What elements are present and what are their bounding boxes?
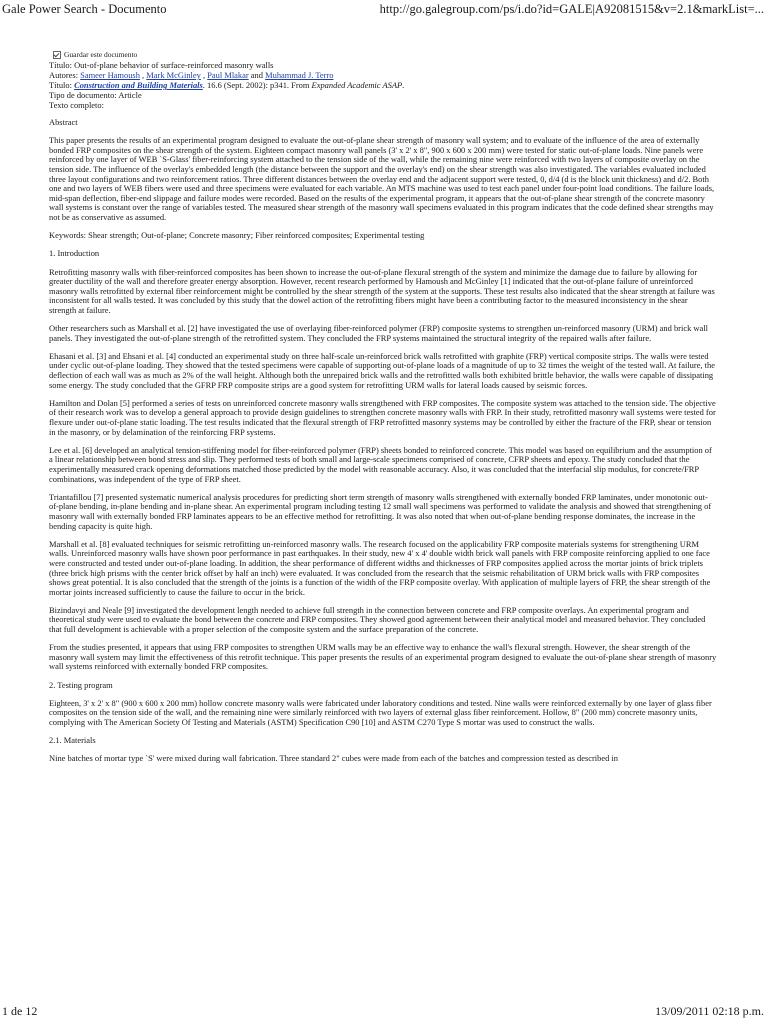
doctype-row: Tipo de documento: Article: [49, 90, 142, 100]
author-link[interactable]: Paul Mlakar: [207, 70, 249, 80]
abstract-heading: Abstract: [49, 117, 78, 127]
article-title: Out-of-plane behavior of surface-reinforced masonry walls: [74, 60, 274, 70]
save-document-control[interactable]: [53, 50, 717, 60]
abstract-text: This paper presents the results of an experimental program designed to evaluate the out-of-plane shear strength of masonry wall system; and to evaluate of the influence of the area of externally bonded FRP composites on the shear strength of the system. Eighteen compact masonry wall panels (3' x 2' x 8", 900 x 600 x 200 mm) were tested for static out-of-plane loads. Nine panels were reinforced by one layer of WEB `S-Glass' fiber-reinforcing system attached to the tension side of the wall, while the remaining nine were reinforced with two layers of composite overlay on the tension side. The influence of the overlay's embedded length (the distance between the support and the overlay's end) on the shear strength was also investigated. The variables evaluated included three layout configurations and two reinforcement ratios. Three different distances between the overlay end and the adjacent support were tested, 0, d/4 (d is the block unit thickness) and d/2. Both one and two layers of WEB fibers were used and three specimens were evaluated for each variable. An MTS machine was used to test each panel under four-point load conditions. The failure loads, mid-span deflection, fiber-end slippage and failure modes were recorded. Based on the results of the experimental program, it appears that the out-of-plane shear strength of the concrete masonry wall systems is constant over the range of variables tested. The measured shear strength of the masonry wall specimens evaluated in this program indicates that the code defined shear strengths may not be as conservative as assumed.: [49, 135, 715, 222]
author-link[interactable]: Muhammad J. Terro: [265, 70, 334, 80]
keywords: Keywords: Shear strength; Out-of-plane; Concrete masonry; Fiber reinforced composites; Experimental testing: [49, 230, 425, 241]
document-body: [49, 50, 717, 773]
paragraph: Marshall et al. [8] evaluated techniques for seismic retrofitting un-reinforced masonry walls. The research focused on the applicability FRP composite materials systems for strengthening URM walls. Unreinforced masonry walls have shown poor performance in past earthquakes. In their study, new 4' x 4' double width brick wall panels with FRP composite reinforcing applied to one face were constructed and tested under out-of-plane loading. In addition, the shear performance of different widths and thicknesses of FRP composites applied across the mortar joints of brick triplets (three brick high prisms with the center brick offset by half an inch) were evaluated. It was concluded from the research that the seismic rehabilitation of URM brick walls with FRP composites shows great potential. It is also concluded that the strength of the joints is a function of the width of the FRP composite overlay. With application of multiple layers of FRP, the shear strength of the mortar joints increased sufficiently to cause the failure to occur in the brick.: [49, 538, 711, 597]
database-name: Expanded Academic ASAP: [311, 80, 403, 90]
section-heading: 2.1. Materials: [49, 735, 96, 746]
paragraph: Other researchers such as Marshall et al. [2] have investigated the use of overlaying fiber-reinforced polymer (FRP) composite systems to strengthen un-reinforced masonry (URM) and brick wall panels. They investigated the out-of-plane strength of the retrofitted system. They concluded the FRP systems maintained the structural integrity of the repaired walls after failure.: [49, 323, 708, 343]
print-header: [0, 0, 768, 22]
page-number: 1 de 12: [2, 1004, 38, 1018]
page-url: http://go.galegroup.com/ps/i.do?id=GALE|A92081515&v=2.1&markList=...: [379, 2, 764, 16]
paragraph: Lee et al. [6] developed an analytical tension-stiffening model for fiber-reinforced polymer (FRP) sheets bonded to reinforced concrete. This model was based on equilibrium and the assumption of a linear relationship between bond stress and slip. They performed tests of both small and large-scale specimens comprised of concrete, CFRP sheets and epoxy. The study concluded that the experimentally measured crack opening deformations matched those predicted by the model with reasonable accuracy. Also, it was concluded that the interfacial slip modulus, for concrete/FRP combinations, was independent of the type of FRP sheet.: [49, 444, 712, 484]
author-link[interactable]: Sameer Hamoush: [80, 70, 140, 80]
save-document-label: Guardar este documento: [64, 50, 138, 59]
print-datetime: 13/09/2011 02:18 p.m.: [655, 1004, 764, 1018]
paragraph: Eighteen, 3' x 2' x 8" (900 x 600 x 200 mm) hollow concrete masonry walls were fabricated under laboratory conditions and tested. Nine walls were reinforced externally by one layer of glass fiber composites on the tension side of the wall, and the remaining nine were similarly reinforced with two layers of external glass fiber reinforcement. Hollow, 8" (200 mm) concrete masonry units, complying with The American Society Of Testing and Materials (ASTM) Specification C90 [10] and ASTM C270 Type S mortar was used to construct the walls.: [49, 697, 712, 727]
journal-link[interactable]: Construction and Building Materials: [74, 80, 203, 90]
document-metadata: [49, 50, 717, 110]
paragraph: Nine batches of mortar type `S' were mixed during wall fabrication. Three standard 2" cubes were made from each of the batches and compression tested as described in: [49, 753, 618, 764]
doctype-value: Article: [118, 90, 142, 100]
paragraph: Bizindavyi and Neale [9] investigated the development length needed to achieve full strength in the connection between concrete and FRP composite overlays. An experimental program and theoretical study were used to evaluate the bond between the concrete and FRP composites. They showed good agreement between their analytical model and measured behavior. They concluded that full development is achievable with a proper selection of the composite system and the surface preparation of the concrete.: [49, 604, 706, 635]
section-heading: 1. Introduction: [49, 248, 100, 259]
paragraph: Ehasani et al. [3] and Ehsani et al. [4] conducted an experimental study on three half-scale un-reinforced brick walls retrofitted with graphite (FRP) vertical composite strips. The walls were tested under cyclic out-of-plane loading. They showed that the tested specimens were capable of supporting out-of-plane loads of a magnitude of up to 32 times the weight of the tested wall. At failure, the deflection of each wall was as much as 2% of the wall height. Although both the unrepaired brick walls and the retrofitted walls both exhibited brittle behavior, the walls were capable of dissipating some energy. The study concluded that the GFRP FRP composite strips are a good system for retrofitting URM walls for lateral loads caused by seismic forces.: [49, 350, 715, 390]
fulltext-label: Texto completo:: [49, 100, 104, 110]
title-row: Título: Out-of-plane behavior of surface-reinforced masonry walls: [49, 60, 274, 70]
paragraph: Hamilton and Dolan [5] performed a series of tests on unreinforced concrete masonry walls strengthened with FRP composites. The composite system was attached to the tension side. The objective of their research work was to develop a general approach to provide design guidelines to strengthen concrete masonry walls with FRP. In their study, retrofitted masonry wall systems were tested for flexure under out-of-plane static loading. The test results indicated that the flexural strength of FRP retrofitted masonry systems may be controlled by either the fracture of the FRP, shear or tension in the masonry, or by delamination of the reinforcing FRP systems.: [49, 397, 716, 437]
print-footer: [0, 1002, 768, 1022]
section-heading: 2. Testing program: [49, 679, 113, 690]
page-title: Gale Power Search - Documento: [2, 2, 167, 16]
paragraph: Retrofitting masonry walls with fiber-reinforced composites has been shown to increase the out-of-plane flexural strength of the system and minimize the damage due to failure by allowing for greater ductility of the wall and therefore greater energy absorption. However, recent research performed by Hamoush and McGinley [1] indicated that the out-of-plane failure of unreinforced masonry walls retrofitted by external fiber reinforcement might be controlled by the shear strength of the system at the supports. These test results also indicated that the shear strength at failure was inconsistent for all walls tested. It was concluded by this study that the dowel action of the retrofitting fibers might have been a contributing factor to the measured inconsistency in the shear strength at failure.: [49, 266, 715, 315]
source-row: Título: Construction and Building Materials. 16.6 (Sept. 2002): p341. From Expanded Academic ASAP.: [49, 80, 405, 90]
authors-row: Autores: Sameer Hamoush , Mark McGinley , Paul Mlakar and Muhammad J. Terro: [49, 70, 334, 80]
checkbox-icon[interactable]: [53, 51, 61, 59]
author-link[interactable]: Mark McGinley: [146, 70, 201, 80]
paragraph: From the studies presented, it appears that using FRP composites to strengthen URM walls may be an effective way to enhance the wall's flexural strength. However, the shear strength of the masonry wall system may limit the effectiveness of this retrofit technique. This paper presents the results of an experimental program designed to evaluate the out-of-plane shear strength of masonry wall systems reinforced with externally bonded FRP composites.: [49, 642, 717, 672]
paragraph: Triantafillou [7] presented systematic numerical analysis procedures for predicting short term strength of masonry walls strengthened with externally bonded FRP laminates, under monotonic out-of-plane bending, in-plane bending and in-plane shear. An experimental program including testing 12 small wall specimens was performed to validate the analysis and showed that strengthening of masonry wall with externally bonded FRP laminates appears to be an effective method for retrofitting. It was also noted that when out-of-plane bending response dominates, the increase in the bending capacity is quite high.: [49, 491, 712, 531]
